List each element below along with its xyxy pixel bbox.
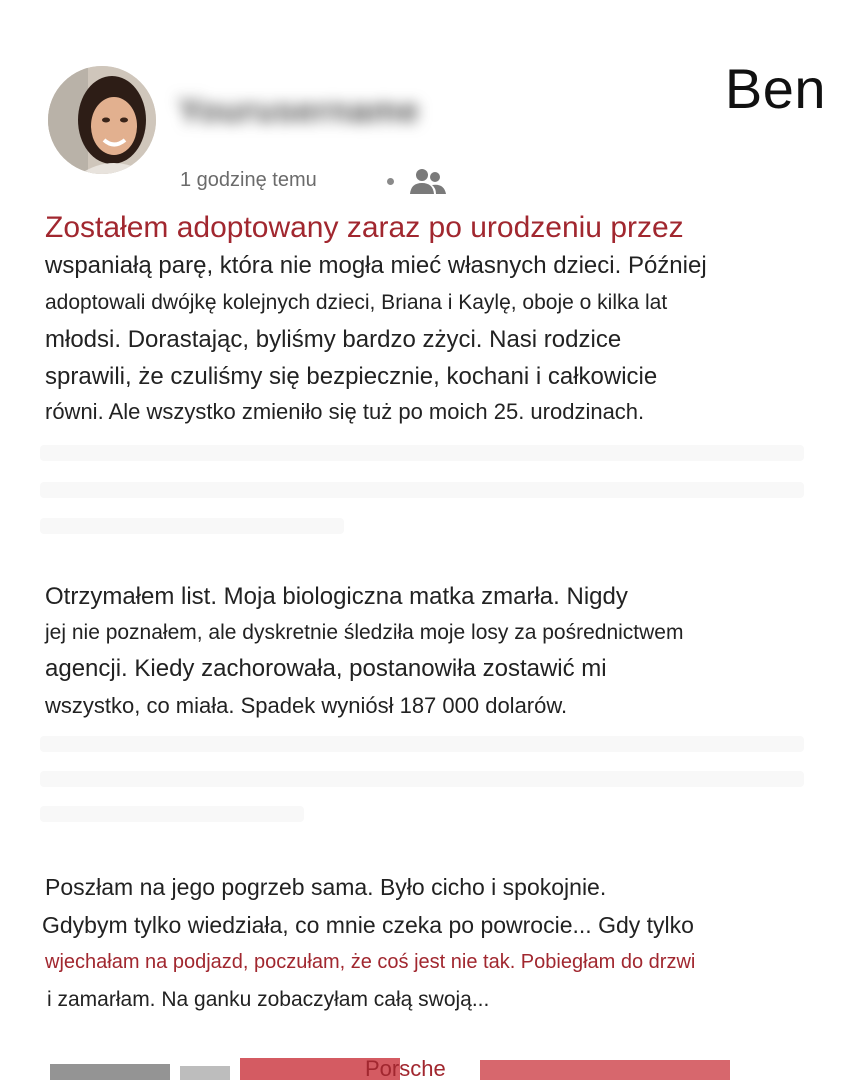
faded-line xyxy=(40,736,804,752)
avatar[interactable] xyxy=(48,66,156,174)
meta-separator-dot xyxy=(387,178,394,185)
post-line: adoptowali dwójkę kolejnych dzieci, Briana i Kaylę, oboje o kilka lat xyxy=(45,291,668,314)
brand-label: Ben xyxy=(724,57,826,120)
faded-line xyxy=(40,482,804,498)
faded-line xyxy=(40,771,804,787)
faded-line xyxy=(40,806,304,822)
post-line: sprawili, że czuliśmy się bezpiecznie, kochani i całkowicie xyxy=(45,363,658,390)
avatar-image xyxy=(48,66,156,174)
post-line: i zamarłam. Na ganku zobaczyłam całą swoją... xyxy=(47,988,490,1011)
people-icon xyxy=(408,166,448,198)
post-line: Otrzymałem list. Moja biologiczna matka zmarła. Nigdy xyxy=(45,583,628,610)
post-line: wszystko, co miała. Spadek wyniósł 187 000 dolarów. xyxy=(45,693,568,718)
post-line: młodsi. Dorastając, byliśmy bardzo zżyci. Nasi rodzice xyxy=(45,326,622,353)
post-line: wjechałam na podjazd, poczułam, że coś jest nie tak. Pobiegłam do drzwi xyxy=(45,951,696,973)
bottom-label: Porsche xyxy=(365,1056,446,1081)
faded-line xyxy=(40,518,344,534)
post-line: wspaniałą parę, która nie mogła mieć własnych dzieci. Później xyxy=(45,252,707,279)
post-line: równi. Ale wszystko zmieniło się tuż po moich 25. urodzinach. xyxy=(45,399,645,424)
post-line: Gdybym tylko wiedziała, co mnie czeka po powrocie... Gdy tylko xyxy=(42,912,694,938)
post-line: agencji. Kiedy zachorowała, postanowiła zostawić mi xyxy=(45,655,607,682)
faded-line xyxy=(40,445,804,461)
post-lead: Zostałem adoptowany zaraz po urodzeniu przez xyxy=(45,211,684,244)
post-line: jej nie poznałem, ale dyskretnie śledziła moje losy za pośrednictwem xyxy=(45,621,684,644)
username[interactable]: Yourusername xyxy=(178,92,420,130)
post-timestamp: 1 godzinę temu xyxy=(180,169,317,191)
post-line: Poszłam na jego pogrzeb sama. Było cicho i spokojnie. xyxy=(45,874,607,900)
